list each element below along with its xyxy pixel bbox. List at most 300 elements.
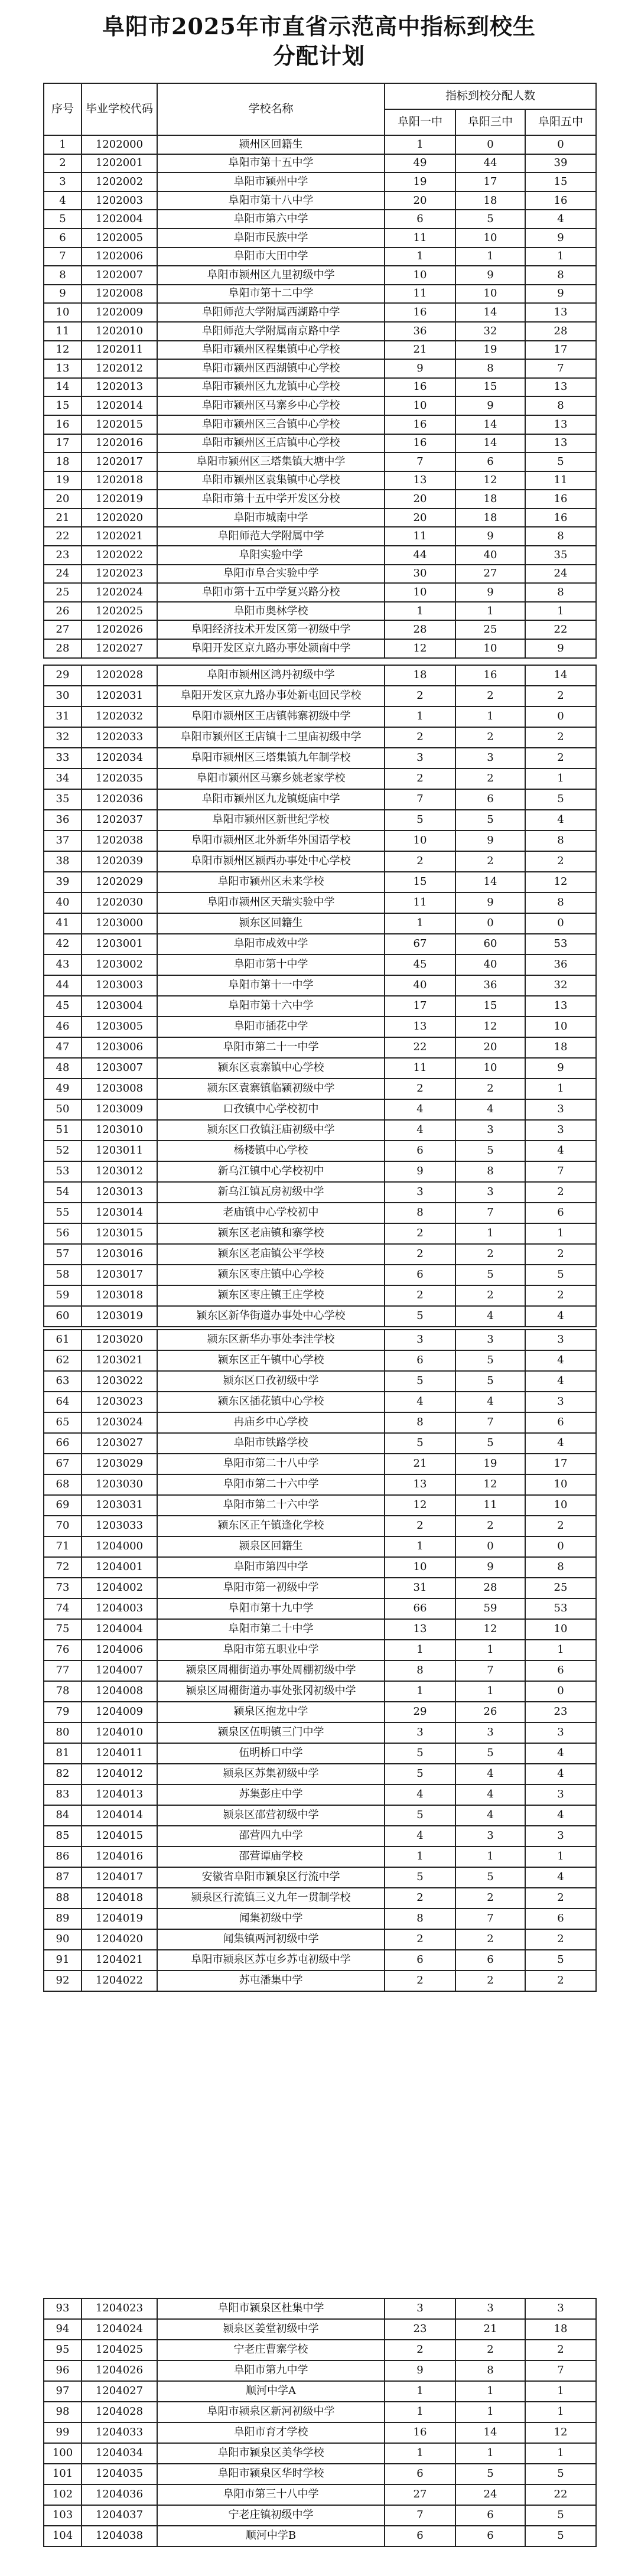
school-name-cell: 阜阳市第十五中学: [157, 154, 385, 173]
seq-cell: 67: [44, 1454, 82, 1474]
code-cell: 1202008: [82, 285, 157, 304]
code-cell: 1202009: [82, 303, 157, 322]
seq-cell: 17: [44, 434, 82, 453]
sanzhong-count-cell: 18: [455, 509, 525, 527]
table-row: [44, 2360, 596, 2381]
seq-cell: 103: [44, 2505, 82, 2526]
table-row: [44, 851, 596, 872]
seq-cell: 81: [44, 1743, 82, 1764]
sanzhong-count-cell: 5: [455, 1141, 525, 1161]
seq-cell: 102: [44, 2484, 82, 2505]
wuzhong-count-cell: 4: [525, 1371, 596, 1392]
code-cell: 1203021: [82, 1350, 157, 1371]
school-name-cell: 阜阳市奥林学校: [157, 602, 385, 621]
table-row: [44, 1640, 596, 1660]
code-cell: 1202025: [82, 602, 157, 621]
wuzhong-count-cell: 17: [525, 1454, 596, 1474]
table-row: [44, 1350, 596, 1371]
table-row: [44, 303, 596, 322]
header-school-2: 阜阳三中: [455, 109, 525, 135]
table-row: [44, 2298, 596, 2319]
seq-cell: 37: [44, 831, 82, 851]
table-row: [44, 565, 596, 584]
yizhong-count-cell: 44: [385, 546, 455, 565]
sanzhong-count-cell: 28: [455, 1578, 525, 1598]
seq-cell: 86: [44, 1846, 82, 1867]
wuzhong-count-cell: 3: [525, 1722, 596, 1743]
code-cell: 1202002: [82, 172, 157, 191]
code-cell: 1203023: [82, 1392, 157, 1412]
wuzhong-count-cell: 4: [525, 810, 596, 831]
yizhong-count-cell: 11: [385, 285, 455, 304]
header-code: 毕业学校代码: [82, 83, 157, 135]
seq-cell: 34: [44, 768, 82, 789]
wuzhong-count-cell: 25: [525, 1578, 596, 1598]
yizhong-count-cell: 23: [385, 2319, 455, 2340]
table-row: [44, 2464, 596, 2484]
wuzhong-count-cell: 2: [525, 1182, 596, 1203]
code-cell: 1202016: [82, 434, 157, 453]
yizhong-count-cell: 1: [385, 135, 455, 154]
seq-cell: 93: [44, 2298, 82, 2319]
code-cell: 1203027: [82, 1433, 157, 1454]
seq-cell: 74: [44, 1598, 82, 1619]
code-cell: 1204017: [82, 1867, 157, 1888]
table-row: [44, 1536, 596, 1557]
seq-cell: 15: [44, 396, 82, 415]
table-row: [44, 2484, 596, 2505]
yizhong-count-cell: 8: [385, 1909, 455, 1929]
sanzhong-count-cell: 9: [455, 527, 525, 546]
code-cell: 1204033: [82, 2422, 157, 2443]
sanzhong-count-cell: 2: [455, 1079, 525, 1099]
code-cell: 1202029: [82, 872, 157, 893]
wuzhong-count-cell: 7: [525, 2360, 596, 2381]
wuzhong-count-cell: 2: [525, 748, 596, 768]
yizhong-count-cell: 7: [385, 789, 455, 810]
wuzhong-count-cell: 23: [525, 1702, 596, 1722]
wuzhong-count-cell: 8: [525, 583, 596, 602]
wuzhong-count-cell: 18: [525, 2319, 596, 2340]
school-name-cell: 阜阳市城南中学: [157, 509, 385, 527]
table-row: [44, 1784, 596, 1805]
table-row: [44, 2422, 596, 2443]
wuzhong-count-cell: 4: [525, 1867, 596, 1888]
yizhong-count-cell: 3: [385, 748, 455, 768]
code-cell: 1202031: [82, 686, 157, 706]
seq-cell: 100: [44, 2443, 82, 2464]
code-cell: 1203001: [82, 934, 157, 955]
yizhong-count-cell: 20: [385, 509, 455, 527]
header-school: 学校名称: [157, 83, 385, 135]
sanzhong-count-cell: 1: [455, 706, 525, 727]
table-row: [44, 1079, 596, 1099]
sanzhong-count-cell: 5: [455, 1743, 525, 1764]
yizhong-count-cell: 8: [385, 1203, 455, 1223]
wuzhong-count-cell: 4: [525, 1764, 596, 1784]
yizhong-count-cell: 4: [385, 1392, 455, 1412]
school-name-cell: 阜阳市第十九中学: [157, 1598, 385, 1619]
code-cell: 1202024: [82, 583, 157, 602]
sanzhong-count-cell: 25: [455, 620, 525, 639]
school-name-cell: 冉庙乡中心学校: [157, 1412, 385, 1433]
wuzhong-count-cell: 1: [525, 602, 596, 621]
table-row: [44, 1888, 596, 1909]
school-name-cell: 阜阳市颍州区三塔集镇大塘中学: [157, 452, 385, 471]
seq-cell: 78: [44, 1681, 82, 1702]
table-row: [44, 1681, 596, 1702]
code-cell: 1204028: [82, 2402, 157, 2422]
wuzhong-count-cell: 6: [525, 1412, 596, 1433]
table-row: [44, 1099, 596, 1120]
allocation-table-part-1: [43, 83, 597, 659]
code-cell: 1202000: [82, 135, 157, 154]
table-row: [44, 602, 596, 621]
sanzhong-count-cell: 4: [455, 1306, 525, 1327]
table-row: [44, 1265, 596, 1285]
sanzhong-count-cell: 26: [455, 1702, 525, 1722]
seq-cell: 83: [44, 1784, 82, 1805]
yizhong-count-cell: 10: [385, 583, 455, 602]
school-name-cell: 阜阳市育才学校: [157, 2422, 385, 2443]
sanzhong-count-cell: 15: [455, 378, 525, 397]
sanzhong-count-cell: 3: [455, 1182, 525, 1203]
seq-cell: 65: [44, 1412, 82, 1433]
table-row: [44, 1846, 596, 1867]
table-row: [44, 546, 596, 565]
school-name-cell: 阜阳市颍州区颍西办事处中心学校: [157, 851, 385, 872]
seq-cell: 20: [44, 490, 82, 509]
seq-cell: 50: [44, 1099, 82, 1120]
seq-cell: 104: [44, 2526, 82, 2546]
table-row: [44, 1516, 596, 1536]
school-name-cell: 阜阳市第十八中学: [157, 191, 385, 210]
seq-cell: 59: [44, 1285, 82, 1306]
sanzhong-count-cell: 2: [455, 851, 525, 872]
code-cell: 1203010: [82, 1120, 157, 1141]
code-cell: 1202019: [82, 490, 157, 509]
sanzhong-count-cell: 1: [455, 602, 525, 621]
seq-cell: 87: [44, 1867, 82, 1888]
school-name-cell: 颍东区新华街道办事处中心学校: [157, 1306, 385, 1327]
school-name-cell: 颍东区袁寨镇临颍初级中学: [157, 1079, 385, 1099]
code-cell: 1203012: [82, 1161, 157, 1182]
table-row: [44, 1929, 596, 1950]
code-cell: 1203016: [82, 1244, 157, 1265]
table-row: [44, 727, 596, 748]
code-cell: 1203009: [82, 1099, 157, 1120]
yizhong-count-cell: 19: [385, 172, 455, 191]
wuzhong-count-cell: 2: [525, 851, 596, 872]
school-name-cell: 阜阳市第二十六中学: [157, 1495, 385, 1516]
seq-cell: 73: [44, 1578, 82, 1598]
seq-cell: 14: [44, 378, 82, 397]
seq-cell: 66: [44, 1433, 82, 1454]
sanzhong-count-cell: 1: [455, 1223, 525, 1244]
header-school-1: 阜阳一中: [385, 109, 455, 135]
sanzhong-count-cell: 4: [455, 1099, 525, 1120]
table-row: [44, 1330, 596, 1350]
school-name-cell: 阜阳市第二十六中学: [157, 1474, 385, 1495]
school-name-cell: 颍东区老庙镇公平学校: [157, 1244, 385, 1265]
table-row: [44, 490, 596, 509]
wuzhong-count-cell: 10: [525, 1474, 596, 1495]
wuzhong-count-cell: 8: [525, 831, 596, 851]
yizhong-count-cell: 2: [385, 1079, 455, 1099]
table-row: [44, 975, 596, 996]
sanzhong-count-cell: 18: [455, 490, 525, 509]
school-name-cell: 颍泉区姜堂初级中学: [157, 2319, 385, 2340]
sanzhong-count-cell: 5: [455, 1265, 525, 1285]
code-cell: 1202027: [82, 639, 157, 658]
seq-cell: 12: [44, 341, 82, 360]
yizhong-count-cell: 1: [385, 1681, 455, 1702]
code-cell: 1203004: [82, 996, 157, 1017]
wuzhong-count-cell: 5: [525, 452, 596, 471]
code-cell: 1203020: [82, 1330, 157, 1350]
sanzhong-count-cell: 1: [455, 2381, 525, 2402]
seq-cell: 95: [44, 2340, 82, 2360]
table-row: [44, 1392, 596, 1412]
wuzhong-count-cell: 1: [525, 2381, 596, 2402]
wuzhong-count-cell: 35: [525, 546, 596, 565]
school-name-cell: 颍东区枣庄镇王庄学校: [157, 1285, 385, 1306]
seq-cell: 91: [44, 1950, 82, 1971]
school-name-cell: 伍明桥口中学: [157, 1743, 385, 1764]
seq-cell: 9: [44, 285, 82, 304]
wuzhong-count-cell: 2: [525, 1516, 596, 1536]
code-cell: 1204036: [82, 2484, 157, 2505]
table-row: [44, 789, 596, 810]
seq-cell: 63: [44, 1371, 82, 1392]
school-name-cell: 颍泉区抱龙中学: [157, 1702, 385, 1722]
code-cell: 1203008: [82, 1079, 157, 1099]
school-name-cell: 阜阳市第十二中学: [157, 285, 385, 304]
sanzhong-count-cell: 6: [455, 452, 525, 471]
sanzhong-count-cell: 0: [455, 913, 525, 934]
school-name-cell: 阜阳市第十五中学复兴路分校: [157, 583, 385, 602]
seq-cell: 5: [44, 210, 82, 229]
school-name-cell: 阜阳市颍州区马寨乡中心学校: [157, 396, 385, 415]
wuzhong-count-cell: 16: [525, 191, 596, 210]
seq-cell: 49: [44, 1079, 82, 1099]
yizhong-count-cell: 10: [385, 1557, 455, 1578]
table-row: [44, 748, 596, 768]
code-cell: 1203014: [82, 1203, 157, 1223]
yizhong-count-cell: 1: [385, 247, 455, 266]
school-name-cell: 杨楼镇中心学校: [157, 1141, 385, 1161]
sanzhong-count-cell: 32: [455, 322, 525, 341]
yizhong-count-cell: 2: [385, 2340, 455, 2360]
school-name-cell: 宁老庄曹寨学校: [157, 2340, 385, 2360]
code-cell: 1204003: [82, 1598, 157, 1619]
sanzhong-count-cell: 1: [455, 2443, 525, 2464]
seq-cell: 18: [44, 452, 82, 471]
table-row: [44, 768, 596, 789]
yizhong-count-cell: 16: [385, 434, 455, 453]
school-name-cell: 顺河中学B: [157, 2526, 385, 2546]
table-row: [44, 2443, 596, 2464]
sanzhong-count-cell: 7: [455, 1203, 525, 1223]
sanzhong-count-cell: 1: [455, 247, 525, 266]
school-name-cell: 阜阳市颍州区王店镇韩寨初级中学: [157, 706, 385, 727]
yizhong-count-cell: 8: [385, 1412, 455, 1433]
wuzhong-count-cell: 17: [525, 341, 596, 360]
code-cell: 1204027: [82, 2381, 157, 2402]
seq-cell: 55: [44, 1203, 82, 1223]
school-name-cell: 老庙镇中心学校初中: [157, 1203, 385, 1223]
school-name-cell: 阜阳市成效中学: [157, 934, 385, 955]
sanzhong-count-cell: 8: [455, 2360, 525, 2381]
yizhong-count-cell: 28: [385, 620, 455, 639]
code-cell: 1203005: [82, 1017, 157, 1037]
seq-cell: 52: [44, 1141, 82, 1161]
wuzhong-count-cell: 4: [525, 1433, 596, 1454]
code-cell: 1203002: [82, 955, 157, 975]
sanzhong-count-cell: 11: [455, 1495, 525, 1516]
seq-cell: 36: [44, 810, 82, 831]
sanzhong-count-cell: 7: [455, 1412, 525, 1433]
code-cell: 1204006: [82, 1640, 157, 1660]
wuzhong-count-cell: 2: [525, 1888, 596, 1909]
yizhong-count-cell: 1: [385, 1536, 455, 1557]
table-row: [44, 1826, 596, 1846]
seq-cell: 26: [44, 602, 82, 621]
sanzhong-count-cell: 4: [455, 1805, 525, 1826]
table-row: [44, 266, 596, 285]
table-row: [44, 2381, 596, 2402]
yizhong-count-cell: 6: [385, 2464, 455, 2484]
table-row: [44, 1598, 596, 1619]
yizhong-count-cell: 2: [385, 851, 455, 872]
yizhong-count-cell: 5: [385, 1805, 455, 1826]
school-name-cell: 阜阳市插花中学: [157, 1017, 385, 1037]
school-name-cell: 阜阳市第四中学: [157, 1557, 385, 1578]
yizhong-count-cell: 27: [385, 2484, 455, 2505]
school-name-cell: 阜阳市第五职业中学: [157, 1640, 385, 1660]
sanzhong-count-cell: 9: [455, 396, 525, 415]
wuzhong-count-cell: 22: [525, 620, 596, 639]
wuzhong-count-cell: 7: [525, 1161, 596, 1182]
yizhong-count-cell: 1: [385, 2381, 455, 2402]
sanzhong-count-cell: 36: [455, 975, 525, 996]
table-row: [44, 1203, 596, 1223]
school-name-cell: 阜阳市颍州区鸿丹初级中学: [157, 665, 385, 686]
seq-cell: 29: [44, 665, 82, 686]
school-name-cell: 邵营四九中学: [157, 1826, 385, 1846]
code-cell: 1203007: [82, 1058, 157, 1079]
wuzhong-count-cell: 1: [525, 2443, 596, 2464]
wuzhong-count-cell: 5: [525, 2505, 596, 2526]
wuzhong-count-cell: 16: [525, 509, 596, 527]
table-row: [44, 639, 596, 658]
school-name-cell: 阜阳市第十中学: [157, 955, 385, 975]
wuzhong-count-cell: 4: [525, 1141, 596, 1161]
school-name-cell: 阜阳市颍泉区苏屯乡苏屯初级中学: [157, 1950, 385, 1971]
seq-cell: 72: [44, 1557, 82, 1578]
header-school-3: 阜阳五中: [525, 109, 596, 135]
yizhong-count-cell: 5: [385, 1764, 455, 1784]
sanzhong-count-cell: 12: [455, 1474, 525, 1495]
school-name-cell: 阜阳师范大学附属中学: [157, 527, 385, 546]
table-row: [44, 1161, 596, 1182]
yizhong-count-cell: 2: [385, 1516, 455, 1536]
code-cell: 1204001: [82, 1557, 157, 1578]
wuzhong-count-cell: 3: [525, 1330, 596, 1350]
seq-cell: 23: [44, 546, 82, 565]
wuzhong-count-cell: 18: [525, 1037, 596, 1058]
yizhong-count-cell: 5: [385, 1306, 455, 1327]
wuzhong-count-cell: 0: [525, 135, 596, 154]
seq-cell: 61: [44, 1330, 82, 1350]
seq-cell: 94: [44, 2319, 82, 2340]
seq-cell: 75: [44, 1619, 82, 1640]
seq-cell: 2: [44, 154, 82, 173]
seq-cell: 4: [44, 191, 82, 210]
school-name-cell: 阜阳市第二十一中学: [157, 1037, 385, 1058]
wuzhong-count-cell: 5: [525, 1265, 596, 1285]
seq-cell: 90: [44, 1929, 82, 1950]
wuzhong-count-cell: 1: [525, 1846, 596, 1867]
code-cell: 1202030: [82, 893, 157, 913]
yizhong-count-cell: 11: [385, 229, 455, 247]
wuzhong-count-cell: 12: [525, 2422, 596, 2443]
school-name-cell: 阜阳师范大学附属西湖路中学: [157, 303, 385, 322]
allocation-table-part-4: [43, 2298, 597, 2547]
sanzhong-count-cell: 14: [455, 303, 525, 322]
table-row: [44, 1037, 596, 1058]
code-cell: 1204020: [82, 1929, 157, 1950]
seq-cell: 25: [44, 583, 82, 602]
wuzhong-count-cell: 15: [525, 172, 596, 191]
seq-cell: 80: [44, 1722, 82, 1743]
table-body-4: [44, 2298, 596, 2546]
table-row: [44, 285, 596, 304]
wuzhong-count-cell: 9: [525, 285, 596, 304]
table-row: [44, 1950, 596, 1971]
seq-cell: 32: [44, 727, 82, 748]
school-name-cell: 阜阳市第十一中学: [157, 975, 385, 996]
sanzhong-count-cell: 0: [455, 135, 525, 154]
yizhong-count-cell: 10: [385, 266, 455, 285]
code-cell: 1202005: [82, 229, 157, 247]
code-cell: 1202039: [82, 851, 157, 872]
yizhong-count-cell: 18: [385, 665, 455, 686]
table-row: [44, 322, 596, 341]
code-cell: 1203029: [82, 1454, 157, 1474]
table-row: [44, 378, 596, 397]
seq-cell: 71: [44, 1536, 82, 1557]
code-cell: 1202014: [82, 396, 157, 415]
seq-cell: 10: [44, 303, 82, 322]
code-cell: 1204009: [82, 1702, 157, 1722]
code-cell: 1203019: [82, 1306, 157, 1327]
table-row: [44, 583, 596, 602]
table-row: [44, 996, 596, 1017]
table-row: [44, 2505, 596, 2526]
school-name-cell: 阜阳市颍州区王店镇中心学校: [157, 434, 385, 453]
sanzhong-count-cell: 5: [455, 1433, 525, 1454]
yizhong-count-cell: 11: [385, 1058, 455, 1079]
yizhong-count-cell: 9: [385, 1161, 455, 1182]
school-name-cell: 宁老庄镇初级中学: [157, 2505, 385, 2526]
sanzhong-count-cell: 3: [455, 2298, 525, 2319]
table-row: [44, 1867, 596, 1888]
wuzhong-count-cell: 3: [525, 1099, 596, 1120]
wuzhong-count-cell: 28: [525, 322, 596, 341]
table-row: [44, 471, 596, 490]
yizhong-count-cell: 4: [385, 1120, 455, 1141]
